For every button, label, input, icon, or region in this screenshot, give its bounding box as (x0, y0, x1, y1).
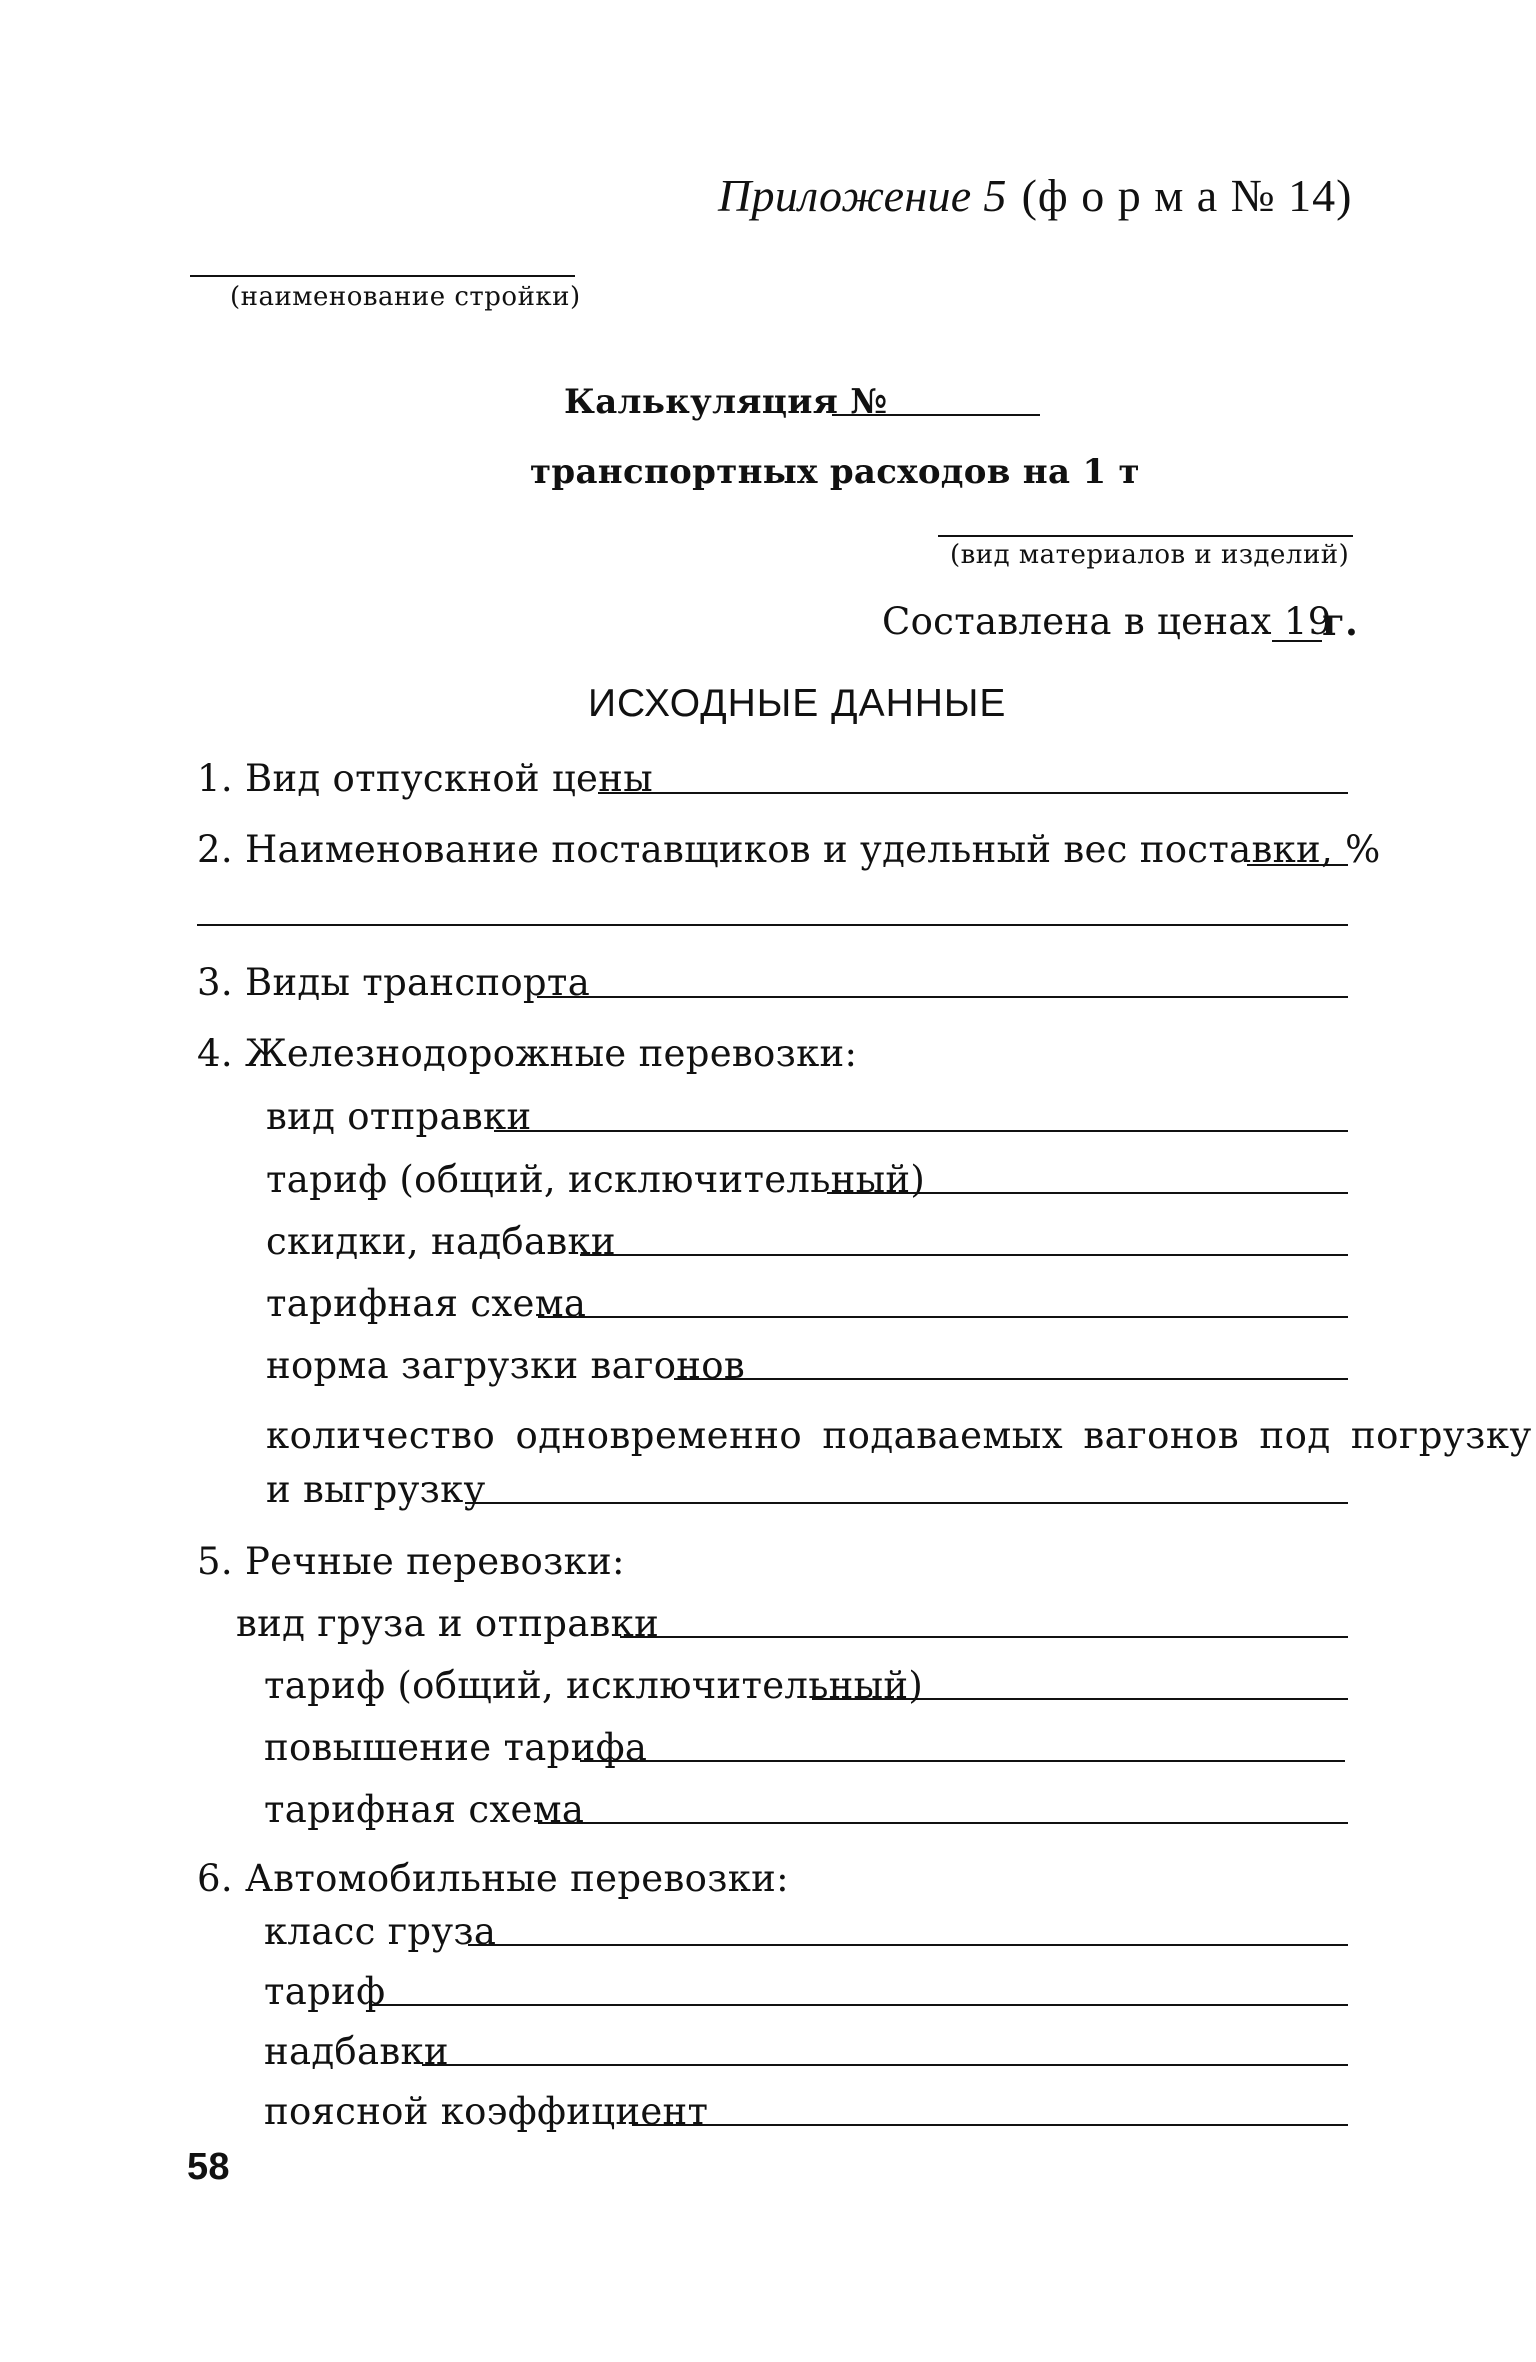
calc-number-field[interactable] (832, 414, 1040, 416)
item-6d-label: поясной коэффициент (264, 2090, 709, 2133)
item-4b-label: тариф (общий, исключительный) (266, 1158, 926, 1201)
item-3-field[interactable] (537, 996, 1348, 998)
item-4f-field[interactable] (465, 1502, 1348, 1504)
item-5c-field[interactable] (580, 1760, 1345, 1762)
appendix-header (718, 168, 1352, 222)
item-4f-label-line2: и выгрузку (266, 1468, 486, 1511)
item-4b-field[interactable] (827, 1192, 1348, 1194)
page-number: 58 (187, 2146, 230, 2188)
item-5a-field[interactable] (620, 1636, 1348, 1638)
section-title: ИСХОДНЫЕ ДАННЫЕ (588, 682, 1007, 725)
item-2-field[interactable] (1247, 864, 1348, 866)
item-6b-field[interactable] (370, 2004, 1348, 2006)
item-5d-label: тарифная схема (264, 1788, 585, 1831)
item-3-label: 3. Виды транспорта (197, 961, 591, 1004)
item-4e-field[interactable] (674, 1378, 1348, 1380)
item-5a-label: вид груза и отправки (236, 1602, 660, 1645)
materials-field[interactable] (938, 535, 1353, 537)
item-6-label: 6. Автомобильные перевозки: (197, 1857, 789, 1900)
item-5c-label: повышение тарифа (264, 1726, 648, 1769)
item-5-label: 5. Речные перевозки: (197, 1540, 625, 1583)
form-number: (ф о р м а № 14) (1021, 170, 1353, 221)
calc-subtitle: транспортных расходов на 1 т (530, 452, 1140, 492)
prices-prefix: Составлена в ценах 19 (882, 600, 1332, 643)
item-4c-label: скидки, надбавки (266, 1220, 616, 1263)
item-5b-field[interactable] (812, 1698, 1348, 1700)
calc-title: Калькуляция № (564, 382, 888, 422)
item-5d-field[interactable] (538, 1822, 1348, 1824)
item-4a-label: вид отправки (266, 1095, 532, 1138)
item-4d-label: тарифная схема (266, 1282, 587, 1325)
prices-suffix: г. (1322, 600, 1359, 644)
item-1-field[interactable] (598, 792, 1348, 794)
item-4e-label: норма загрузки вагонов (266, 1344, 745, 1387)
item-6a-label: класс груза (264, 1910, 497, 1953)
item-5b-label: тариф (общий, исключительный) (264, 1664, 924, 1707)
item-4d-field[interactable] (538, 1316, 1348, 1318)
item-6c-label: надбавки (264, 2030, 449, 2073)
item-4c-field[interactable] (580, 1254, 1348, 1256)
item-4-label: 4. Железнодорожные перевозки: (197, 1032, 858, 1075)
item-6d-field[interactable] (632, 2124, 1348, 2126)
item-6b-label: тариф (264, 1970, 386, 2013)
item-1-label: 1. Вид отпускной цены (197, 757, 653, 800)
item-2-field-continued[interactable] (197, 924, 1348, 926)
item-6a-field[interactable] (468, 1944, 1348, 1946)
item-6c-field[interactable] (422, 2064, 1348, 2066)
prices-year-field[interactable] (1272, 640, 1322, 642)
item-4f-label-line1: количество одновременно подаваемых вагонов под погрузку (266, 1414, 1532, 1457)
appendix-label: Приложение 5 (718, 170, 1007, 221)
construction-caption: (наименование стройки) (230, 282, 581, 312)
construction-name-field[interactable] (190, 275, 575, 277)
materials-caption: (вид материалов и изделий) (950, 540, 1350, 570)
item-4a-field[interactable] (494, 1130, 1348, 1132)
item-2-label: 2. Наименование поставщиков и удельный вес поставки, % (197, 828, 1381, 871)
